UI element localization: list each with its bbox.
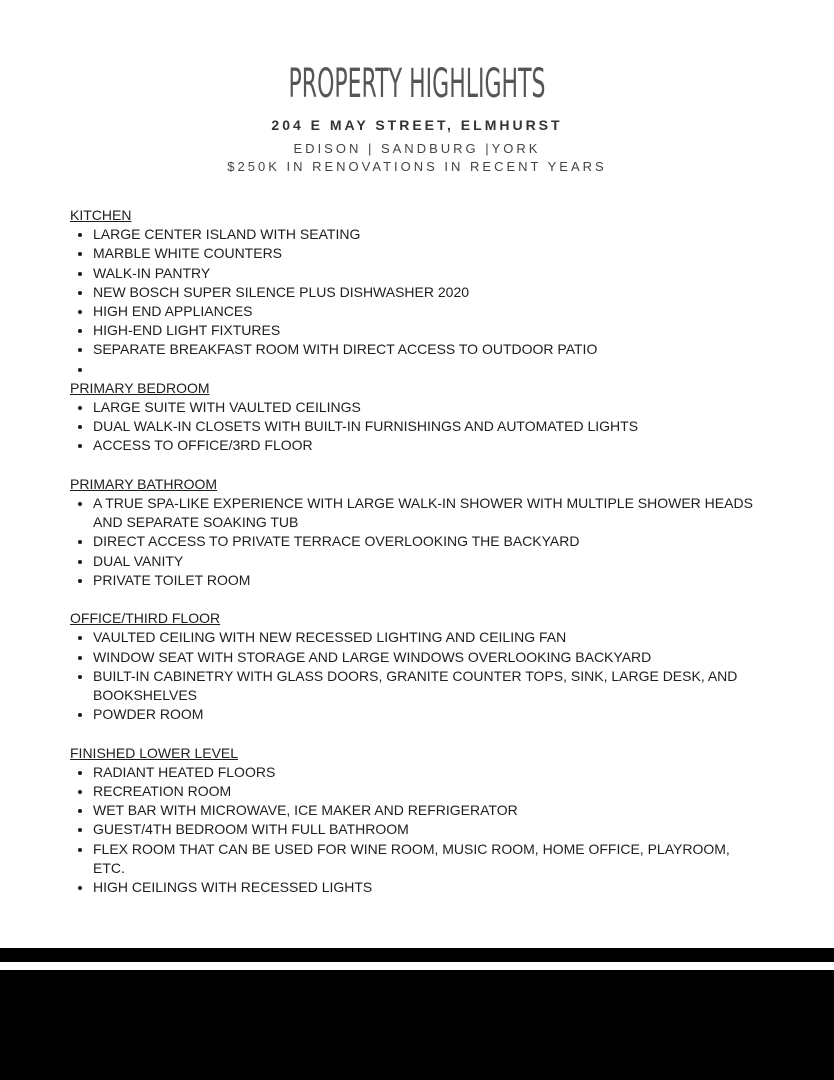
list-item [93,360,760,379]
section-title: KITCHEN [70,207,132,223]
section-title: OFFICE/THIRD FLOOR [70,610,221,627]
list-item: • DIRECT ACCESS TO PRIVATE TERRACE OVERLOOKING THE BACKYARD [93,532,760,551]
list-item: • DUAL WALK-IN CLOSETS WITH BUILT-IN FURNISHINGS AND AUTOMATED LIGHTS [93,417,760,436]
list-item: • LARGE SUITE WITH VAULTED CEILINGS [93,398,760,417]
list-item: • RECREATION ROOM [93,782,760,801]
page-title: PROPERTY HIGHLIGHTS [288,61,546,107]
list-item: • WINDOW SEAT WITH STORAGE AND LARGE WINDOWS OVERLOOKING BACKYARD [93,648,760,667]
section-spacer [70,456,760,475]
list-item: • ACCESS TO OFFICE/3RD FLOOR [93,436,760,455]
list-item: • MARBLE WHITE COUNTERS [93,244,760,263]
office-list [70,628,760,724]
footer-band [0,970,834,1080]
property-address: 204 E MAY STREET, ELMHURST [271,117,563,133]
list-item: • HIGH END APPLIANCES [93,302,760,321]
section-primary-bathroom [70,475,760,590]
school-districts: EDISON | SANDBURG |YORK [293,141,541,156]
section-spacer [70,724,760,743]
kitchen-list [70,225,760,379]
section-primary-bedroom [70,379,760,456]
section-title: PRIMARY BEDROOM [70,379,210,396]
list-item: • LARGE CENTER ISLAND WITH SEATING [93,225,760,244]
list-item: • FLEX ROOM THAT CAN BE USED FOR WINE ROOM, MUSIC ROOM, HOME OFFICE, PLAYROOM, ETC. [93,840,760,878]
list-item: • SEPARATE BREAKFAST ROOM WITH DIRECT ACCESS TO OUTDOOR PATIO [93,340,760,359]
primary-bathroom-list [70,494,760,590]
section-title: FINISHED LOWER LEVEL [70,744,239,761]
list-item: • A TRUE SPA-LIKE EXPERIENCE WITH LARGE WALK-IN SHOWER WITH MULTIPLE SHOWER HEADS AND SEPARATE SOAKING TUB [93,494,760,532]
list-item: • VAULTED CEILING WITH NEW RECESSED LIGHTING AND CEILING FAN [93,628,760,647]
section-kitchen [70,206,760,379]
list-item: • BUILT-IN CABINETRY WITH GLASS DOORS, GRANITE COUNTER TOPS, SINK, LARGE DESK, AND BOOKSHELVES [93,667,760,705]
renovations-note: $250K IN RENOVATIONS IN RECENT YEARS [227,159,607,174]
list-item: • PRIVATE TOILET ROOM [93,571,760,590]
section-spacer [70,590,760,609]
footer-stripe [0,948,834,962]
list-item: • HIGH-END LIGHT FIXTURES [93,321,760,340]
section-finished-lower-level [70,744,760,898]
list-item: • WALK-IN PANTRY [93,264,760,283]
section-title: PRIMARY BATHROOM [70,475,218,492]
list-item: • POWDER ROOM [93,705,760,724]
list-item: • WET BAR WITH MICROWAVE, ICE MAKER AND REFRIGERATOR [93,801,760,820]
list-item: • NEW BOSCH SUPER SILENCE PLUS DISHWASHER 2020 [93,283,760,302]
primary-bedroom-list [70,398,760,456]
lower-level-list [70,763,760,897]
list-item: • RADIANT HEATED FLOORS [93,763,760,782]
highlights-content [70,206,760,897]
section-office-third-floor [70,609,760,724]
list-item: • HIGH CEILINGS WITH RECESSED LIGHTS [93,878,760,897]
list-item: • DUAL VANITY [93,552,760,571]
list-item: • GUEST/4TH BEDROOM WITH FULL BATHROOM [93,820,760,839]
